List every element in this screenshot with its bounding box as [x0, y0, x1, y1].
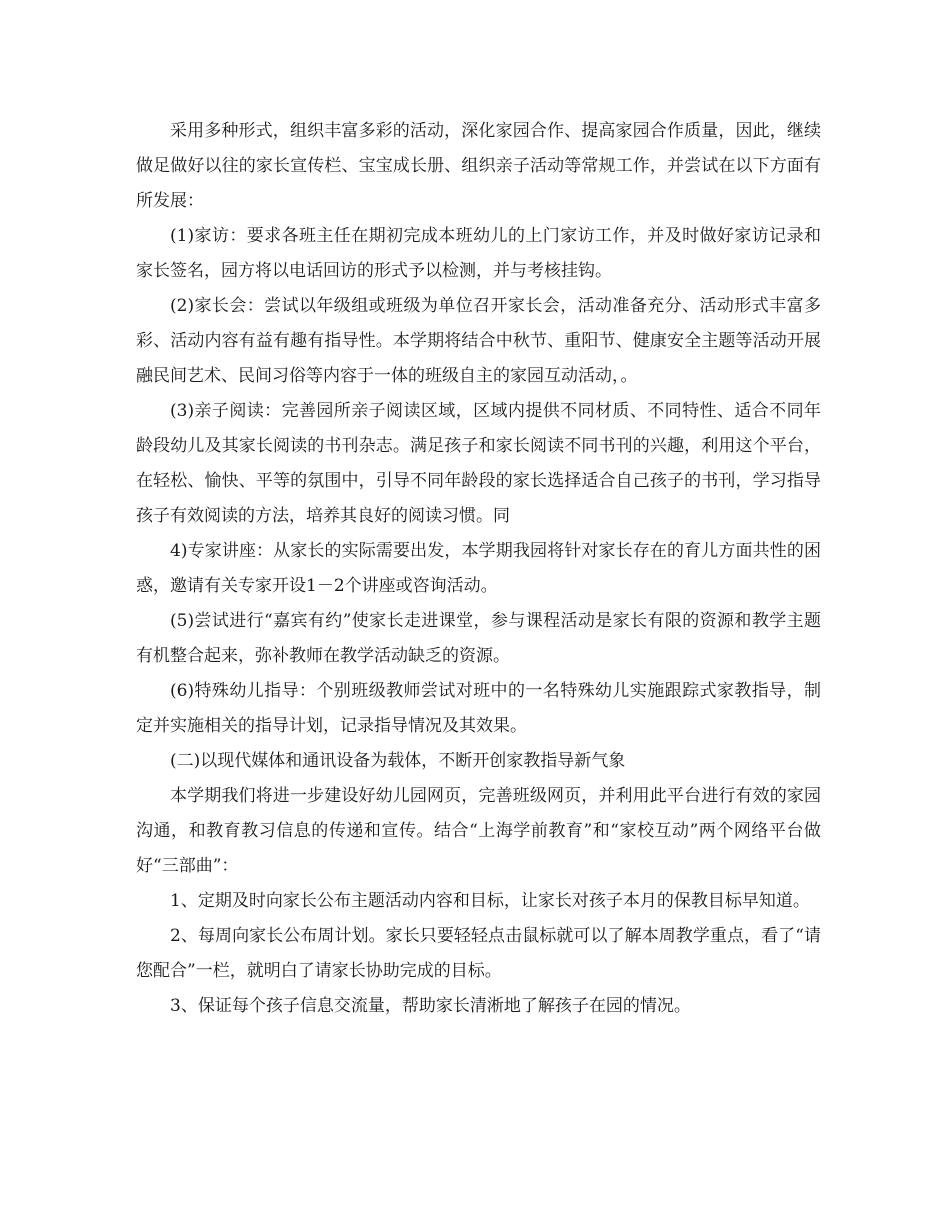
paragraph-website-construction: 本学期我们将进一步建设好幼儿园网页，完善班级网页，并利用此平台进行有效的家园沟通，和教育教习信息的传递和宣传。结合“上海学前教育”和“家校互动”两个网络平台做好“三部曲”： [136, 786, 821, 876]
section-heading-modern-media: (二)以现代媒体和通讯设备为载体，不断开创家教指导新气象 [170, 751, 626, 771]
paragraph-parent-meeting: (2)家长会：尝试以年级组或班级为单位召开家长会，活动准备充分、活动形式丰富多彩、活动内容有益有趣有指导性。本学期将结合中秋节、重阳节、健康安全主题等活动开展融民间艺术、民间习俗等内容于一体的班级自主的家园互动活动，。 [136, 296, 821, 386]
document-body [136, 114, 821, 1024]
list-item-step-3: 3、保证每个孩子信息交流量，帮助家长清淅地了解孩子在园的情况。 [170, 996, 691, 1016]
list-item-step-1: 1、定期及时向家长公布主题活动内容和目标，让家长对孩子本月的保教目标早知道。 [170, 891, 810, 911]
paragraph-home-visit: (1)家访：要求各班主任在期初完成本班幼儿的上门家访工作，并及时做好家访记录和家长签名，园方将以电话回访的形式予以检测，并与考核挂钩。 [136, 226, 821, 281]
paragraph-parent-child-reading: (3)亲子阅读：完善园所亲子阅读区域，区域内提供不同材质、不同特性、适合不同年龄段幼儿及其家长阅读的书刊杂志。满足孩子和家长阅读不同书刊的兴趣，利用这个平台，在轻松、愉快、平等的氛围中，引导不同年龄段的家长选择适合自己孩子的书刊，学习指导孩子有效阅读的方法，培养其良好的阅读习惯。同 [136, 401, 821, 526]
paragraph-guest-appointment: (5)尝试进行“嘉宾有约”使家长走进课堂，参与课程活动是家长有限的资源和教学主题有机整合起来，弥补教师在教学活动缺乏的资源。 [136, 611, 821, 666]
list-item-step-2: 2、每周向家长公布周计划。家长只要轻轻点击鼠标就可以了解本周教学重点，看了“请您配合”一栏，就明白了请家长协助完成的目标。 [136, 926, 821, 981]
paragraph-expert-lecture: 4)专家讲座：从家长的实际需要出发，本学期我园将针对家长存在的育儿方面共性的困惑，邀请有关专家开设1－2个讲座或咨询活动。 [136, 541, 821, 596]
paragraph-intro: 采用多种形式，组织丰富多彩的活动，深化家园合作、提高家园合作质量，因此，继续做足做好以往的家长宣传栏、宝宝成长册、组织亲子活动等常规工作，并尝试在以下方面有所发展： [136, 121, 821, 211]
paragraph-special-child-guidance: (6)特殊幼儿指导：个别班级教师尝试对班中的一名特殊幼儿实施跟踪式家教指导，制定并实施相关的指导计划，记录指导情况及其效果。 [136, 681, 821, 736]
